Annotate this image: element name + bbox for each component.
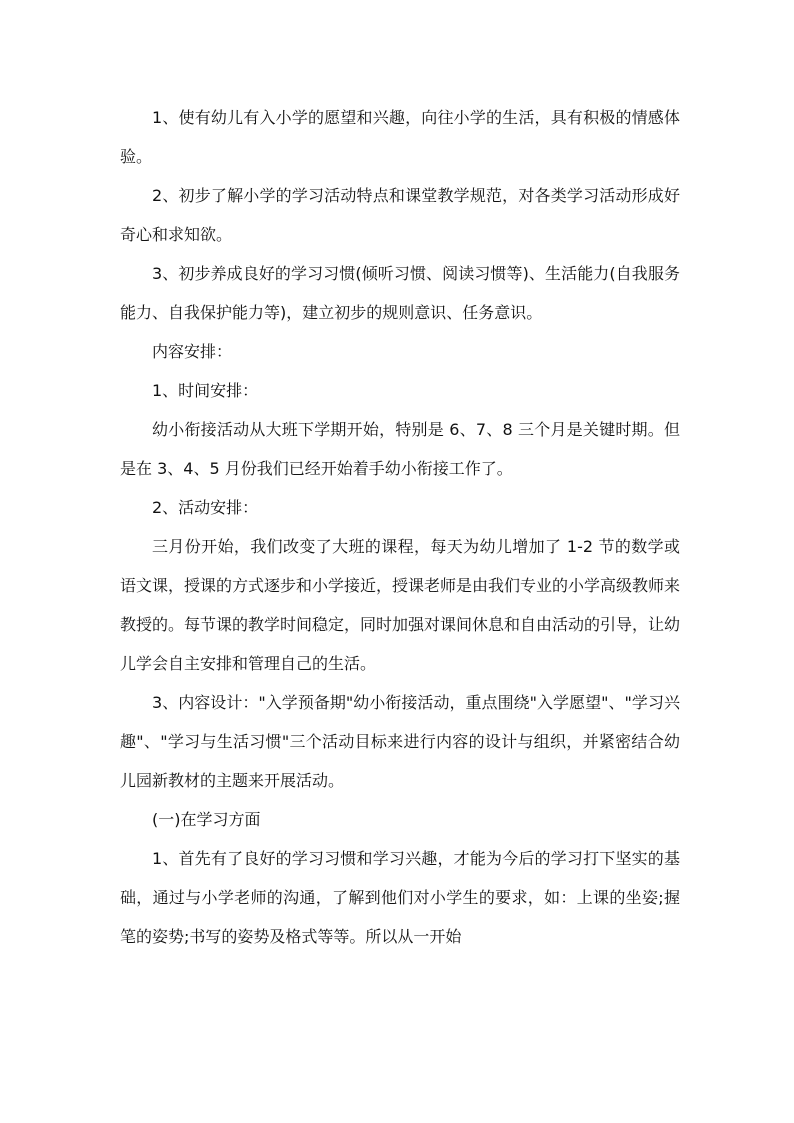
paragraph-goal-2: 2、初步了解小学的学习活动特点和课堂教学规范，对各类学习活动形成好奇心和求知欲。 bbox=[120, 186, 680, 244]
paragraph-activity: 三月份开始，我们改变了大班的课程，每天为幼儿增加了 1-2 节的数学或语文课，授课的方式逐步和小学接近，授课老师是由我们专业的小学高级教师来教授的。每节课的教学时间稳定，同时加强对课间休息和自由活动的引导，让幼儿学会自主安排和管理自己的生活。 bbox=[120, 537, 681, 673]
paragraph-time: 幼小衔接活动从大班下学期开始，特别是 6、7、8 三个月是关键时期。但是在 3、4、5 月份我们已经开始着手幼小衔接工作了。 bbox=[120, 420, 680, 478]
subheading-learning: (一)在学习方面 bbox=[152, 810, 261, 829]
paragraph-content-design: 3、内容设计："入学预备期"幼小衔接活动，重点围绕"入学愿望"、"学习兴趣"、"学习与生活习惯"三个活动目标来进行内容的设计与组织，并紧密结合幼儿园新教材的主题来开展活动。 bbox=[120, 693, 680, 790]
subheading-activity: 2、活动安排： bbox=[152, 498, 259, 517]
section-heading-content: 内容安排： bbox=[152, 342, 233, 361]
subheading-time: 1、时间安排： bbox=[152, 381, 259, 400]
paragraph-goal-1: 1、使有幼儿有入小学的愿望和兴趣，向往小学的生活，具有积极的情感体验。 bbox=[120, 108, 680, 166]
paragraph-goal-3: 3、初步养成良好的学习习惯(倾听习惯、阅读习惯等)、生活能力(自我服务能力、自我保护能力等)，建立初步的规则意识、任务意识。 bbox=[120, 264, 680, 322]
document-body bbox=[120, 98, 680, 956]
paragraph-learning-1: 1、首先有了良好的学习习惯和学习兴趣，才能为今后的学习打下坚实的基础，通过与小学老师的沟通，了解到他们对小学生的要求，如：上课的坐姿;握笔的姿势;书写的姿势及格式等等。所以从一开始 bbox=[120, 849, 680, 946]
